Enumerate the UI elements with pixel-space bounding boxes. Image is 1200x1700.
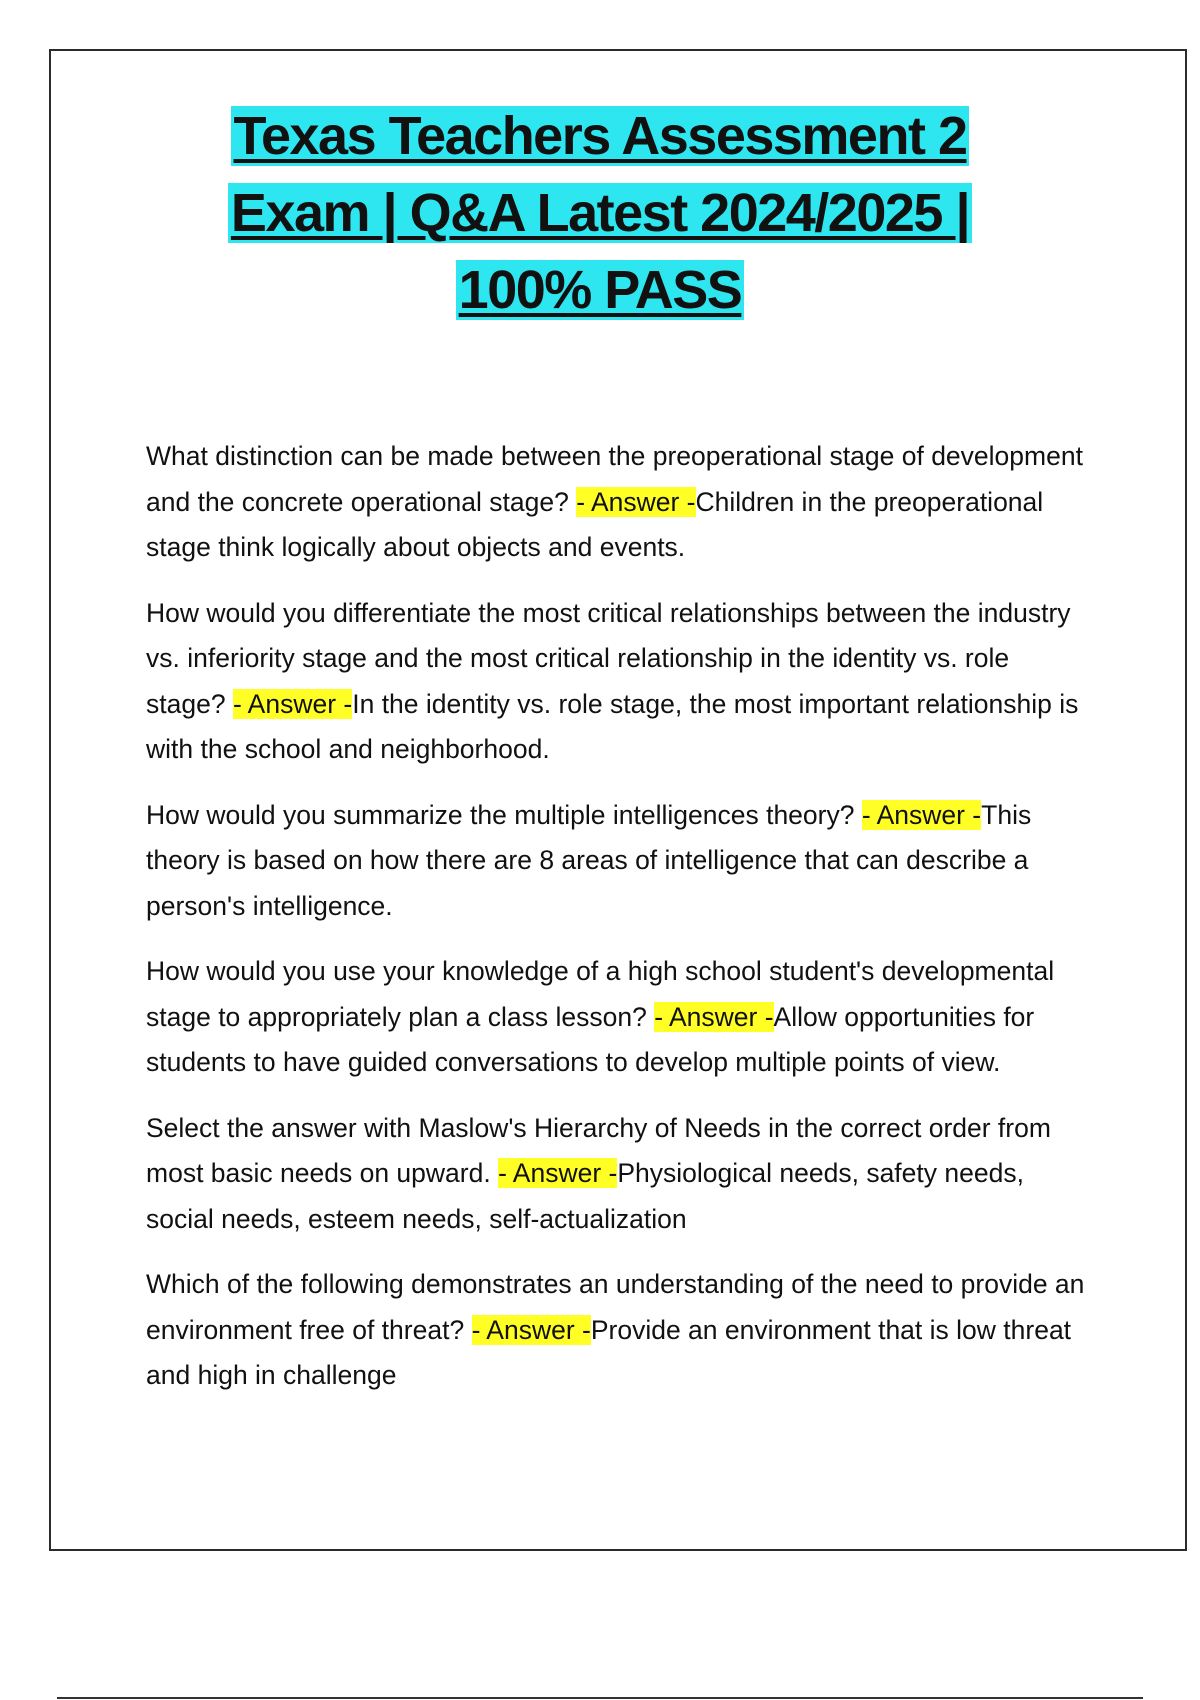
qa-item — [146, 1106, 1096, 1243]
answer-text: In the identity vs. role stage, the most important relationship is with the school and neighborhood. — [146, 688, 1079, 764]
answer-tag: - Answer - — [654, 1001, 774, 1032]
question-text: What distinction can be made between the preoperational stage of development and the concrete operational stage? — [146, 441, 1083, 517]
answer-text: Provide an environment that is low threat and high in challenge — [146, 1314, 1072, 1390]
answer-tag: - Answer - — [576, 486, 696, 517]
answer-tag: - Answer - — [471, 1314, 591, 1345]
qa-item — [146, 1262, 1096, 1399]
answer-text: Physiological needs, safety needs, social needs, esteem needs, self-actualization — [146, 1158, 1024, 1234]
answer-tag: - Answer - — [861, 799, 982, 830]
answer-tag: - Answer - — [498, 1158, 618, 1188]
qa-item — [146, 793, 1096, 930]
qa-item — [146, 591, 1096, 773]
qa-item — [146, 434, 1096, 571]
qa-item — [146, 949, 1096, 1086]
question-text: How would you summarize the multiple intelligences theory? — [146, 799, 855, 830]
footer-rule — [57, 1697, 1143, 1699]
answer-text: Allow opportunities for students to have guided conversations to develop multiple points of view. — [146, 1001, 1035, 1077]
title-line-1: Texas Teachers Assessment 2 — [231, 106, 970, 166]
title-line-2: Exam | Q&A Latest 2024/2025 | — [228, 183, 972, 243]
question-text: How would you use your knowledge of a high school student's developmental stage to appropriately plan a class lesson? — [146, 956, 1055, 1032]
question-text: Which of the following demonstrates an understanding of the need to provide an environment free of threat? — [146, 1269, 1085, 1345]
document-title — [0, 98, 1200, 329]
title-line-3: 100% PASS — [456, 260, 745, 320]
answer-text: This theory is based on how there are 8 areas of intelligence that can describe a person's intelligence. — [146, 799, 1032, 921]
qa-list — [146, 434, 1096, 1419]
answer-tag: - Answer - — [232, 688, 353, 719]
answer-text: Children in the preoperational stage think logically about objects and events. — [146, 486, 1044, 562]
question-text: How would you differentiate the most critical relationships between the industry vs. inferiority stage and the most critical relationship in the identity vs. role stage? — [146, 597, 1071, 719]
question-text: Select the answer with Maslow's Hierarchy of Needs in the correct order from most basic needs on upward. — [146, 1112, 1051, 1188]
